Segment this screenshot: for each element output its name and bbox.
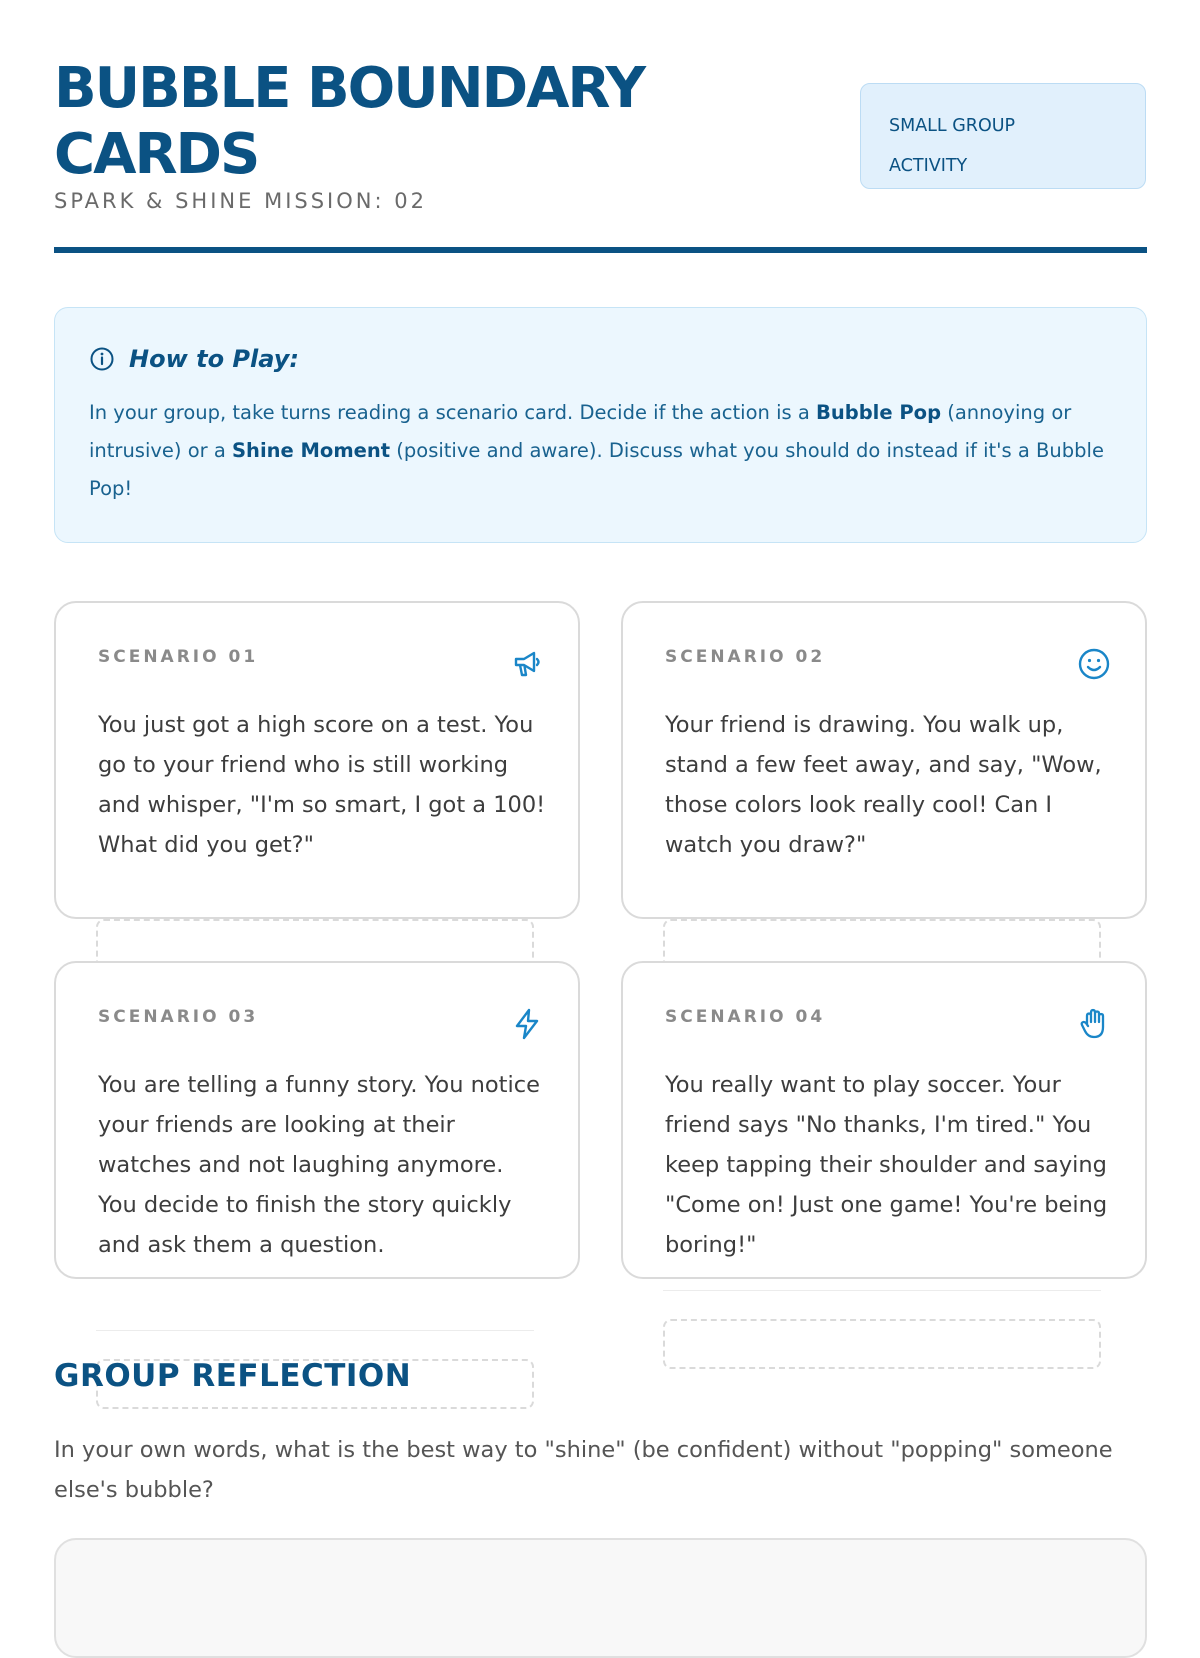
lightning-icon (510, 1007, 544, 1041)
how-to-play-heading (89, 342, 1112, 376)
scenario-card (621, 601, 1147, 919)
scenario-card-slot-03 (54, 961, 580, 1279)
card-divider (663, 1290, 1101, 1291)
scenario-card-slot-04 (621, 961, 1147, 1279)
scenario-label: SCENARIO 03 (98, 1007, 259, 1027)
scenario-label: SCENARIO 02 (665, 647, 826, 667)
scenario-card-slot-02 (621, 601, 1147, 919)
how-to-play-callout (54, 307, 1147, 543)
instructions-part-3: (positive and aware). Discuss what you should do instead if it's a Bubble Pop! (89, 439, 1104, 500)
title-line-2: CARDS (54, 122, 259, 187)
badge-line-1: SMALL GROUP (889, 116, 1016, 136)
reflection-answer-box[interactable] (54, 1538, 1147, 1658)
scenario-card (54, 961, 580, 1279)
header-divider (54, 247, 1147, 253)
scenario-card (54, 601, 580, 919)
instructions-part-1: In your group, take turns reading a scenario card. Decide if the action is a (89, 401, 817, 424)
instructions-part-2: (annoying or intrusive) or a (89, 401, 1072, 462)
scenario-card-slot-01 (54, 601, 580, 919)
title-line-1: BUBBLE BOUNDARY (54, 56, 645, 121)
scenario-text: You just got a high score on a test. You go to your friend who is still working and whisper, "I'm so smart, I got a 100! What did you get?" (98, 712, 546, 858)
term-shine-moment: Shine Moment (232, 439, 391, 462)
smile-icon (1077, 647, 1111, 681)
answer-dashed-box (663, 1319, 1101, 1369)
scenario-label: SCENARIO 01 (98, 647, 259, 667)
scenario-label: SCENARIO 04 (665, 1007, 826, 1027)
scenario-text: You really want to play soccer. Your friend says "No thanks, I'm tired." You keep tapping their shoulder and saying "Come on! Just one game! You're being boring!" (665, 1072, 1108, 1258)
info-icon (89, 346, 115, 372)
how-to-play-title: How to Play: (129, 345, 299, 373)
page-subtitle: SPARK & SHINE MISSION: 02 (54, 189, 427, 213)
page-header (54, 56, 1147, 256)
hand-icon (1077, 1007, 1111, 1041)
megaphone-icon (510, 647, 544, 681)
reflection-title: GROUP REFLECTION (54, 1358, 412, 1394)
card-divider (96, 1330, 534, 1331)
scenario-text: Your friend is drawing. You walk up, stand a few feet away, and say, "Wow, those colors look really cool! Can I watch you draw?" (665, 712, 1102, 858)
worksheet-page (54, 0, 1147, 1600)
reflection-question: In your own words, what is the best way to "shine" (be confident) without "popping" someone else's bubble? (54, 1437, 1113, 1503)
term-bubble-pop: Bubble Pop (816, 401, 942, 424)
how-to-play-instructions (89, 394, 1112, 508)
scenario-card (621, 961, 1147, 1279)
activity-badge (860, 83, 1146, 189)
page-title (54, 56, 754, 188)
scenario-text: You are telling a funny story. You notice your friends are looking at their watches and not laughing anymore. You decide to finish the story quickly and ask them a question. (98, 1072, 540, 1258)
badge-line-2: ACTIVITY (889, 156, 968, 176)
